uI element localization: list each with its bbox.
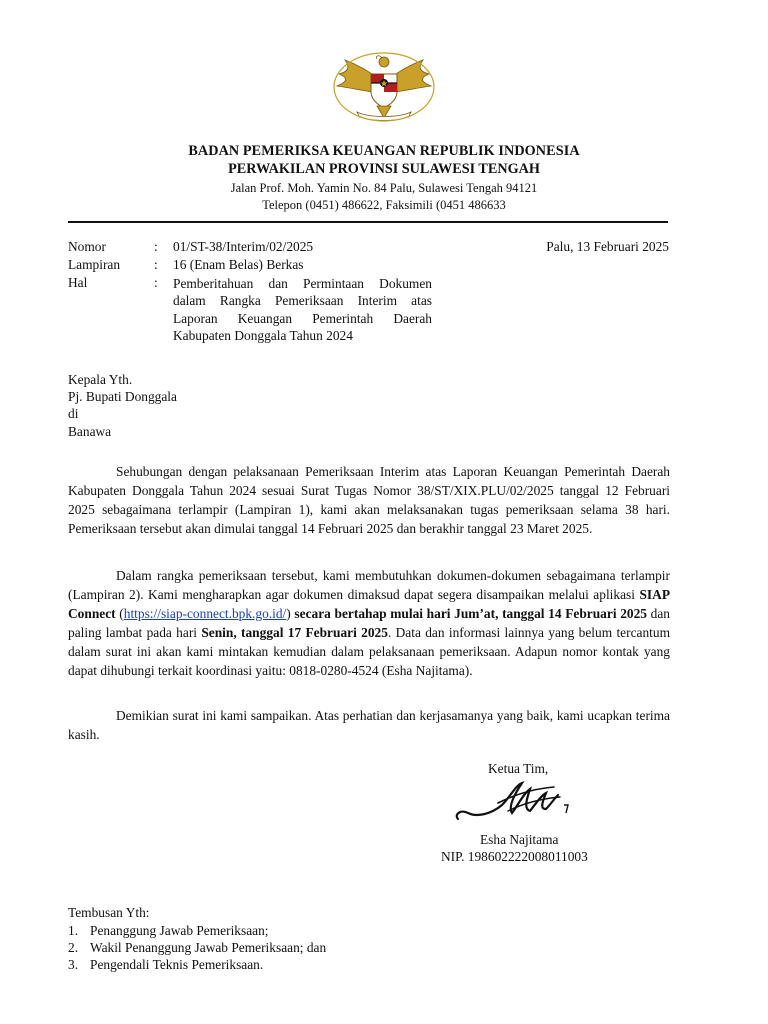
org-name-line1: BADAN PEMERIKSA KEUANGAN REPUBLIK INDONESIA <box>188 143 580 159</box>
org-contact: Telepon (0451) 486622, Faksimili (0451 486633 <box>262 198 506 212</box>
lampiran-label: Lampiran <box>68 257 121 272</box>
lampiran-colon: : <box>154 257 158 272</box>
body-paragraph-2: Dalam rangka pemeriksaan tersebut, kami membutuhkan dokumen-dokumen sebagaimana terlampir (Lampiran 2). Kami mengharapkan agar dokumen dimaksud dapat segera disampaikan melalui aplikasi SIAP Connect (https://siap-connect.bpk.go.id/) secara bertahap mulai hari Jum’at, tanggal 14 Februari 2025 dan paling lambat pada hari Senin, tanggal 17 Februari 2025. Data dan informasi lainnya yang belum tercantum dalam surat ini akan kami mintakan kemudian dalam pelaksanaan pemeriksaan. Adapun nomor kontak yang dapat dihubungi terkait koordinasi yaitu: 0818-0280-4524 (Esha Najitama). <box>68 568 671 678</box>
recipient-line: Pj. Bupati Donggala <box>68 389 177 405</box>
letter-date: Palu, 13 Februari 2025 <box>546 239 669 254</box>
signatory-name: Esha Najitama <box>480 832 559 847</box>
signatory-title: Ketua Tim, <box>488 761 549 776</box>
app-name: SIAP Connect <box>68 586 670 621</box>
recipient-line: di <box>68 406 79 422</box>
recipient-line: Kepala Yth. <box>68 372 133 387</box>
signatory-nip: NIP. 198602222008011003 <box>441 849 588 864</box>
hal-label: Hal <box>68 275 88 290</box>
header-divider <box>68 221 668 223</box>
cc-list <box>68 922 326 974</box>
nomor-label: Nomor <box>68 239 106 254</box>
org-address: Jalan Prof. Moh. Yamin No. 84 Palu, Sulawesi Tengah 94121 <box>230 181 538 195</box>
nomor-value: 01/ST-38/Interim/02/2025 <box>173 239 314 254</box>
handwritten-signature <box>450 775 580 830</box>
hal-colon: : <box>154 275 158 290</box>
recipient-line: Banawa <box>68 423 112 439</box>
nomor-colon: : <box>154 239 158 254</box>
lampiran-value: 16 (Enam Belas) Berkas <box>173 257 304 272</box>
siap-connect-link[interactable]: https://siap-connect.bpk.go.id/ <box>123 605 287 621</box>
org-name-line2: PERWAKILAN PROVINSI SULAWESI TENGAH <box>228 161 540 177</box>
cc-item: 2. Wakil Penanggung Jawab Pemeriksaan; dan <box>68 940 327 956</box>
garuda-emblem-icon <box>333 52 435 122</box>
cc-item: 3. Pengendali Teknis Pemeriksaan. <box>68 957 264 973</box>
hal-value: Pemberitahuan dan Permintaan Dokumen dalam Rangka Pemeriksaan Interim atas Laporan Keuangan Pemerintah Daerah Kabupaten Donggala Tahun 2024 <box>173 276 432 344</box>
body-paragraph-3: Demikian surat ini kami sampaikan. Atas perhatian dan kerjasamanya yang baik, kami ucapkan terima kasih. <box>68 708 670 742</box>
cc-title: Tembusan Yth: <box>68 905 150 920</box>
recipient-block <box>68 371 177 440</box>
body-paragraph-1: Sehubungan dengan pelaksanaan Pemeriksaan Interim atas Laporan Keuangan Pemerintah Daerah Kabupaten Donggala Tahun 2024 sesuai Surat Tugas Nomor 38/ST/XIX.PLU/02/2025 tanggal 12 Februari 2025 sebagaimana terlampir (Lampiran 1), kami akan melaksanakan tugas pemeriksaan selama 38 hari. Pemeriksaan tersebut akan dimulai tanggal 14 Februari 2025 dan berakhir tanggal 23 Maret 2025. <box>68 464 671 536</box>
cc-item: 1. Penanggung Jawab Pemeriksaan; <box>68 923 269 938</box>
